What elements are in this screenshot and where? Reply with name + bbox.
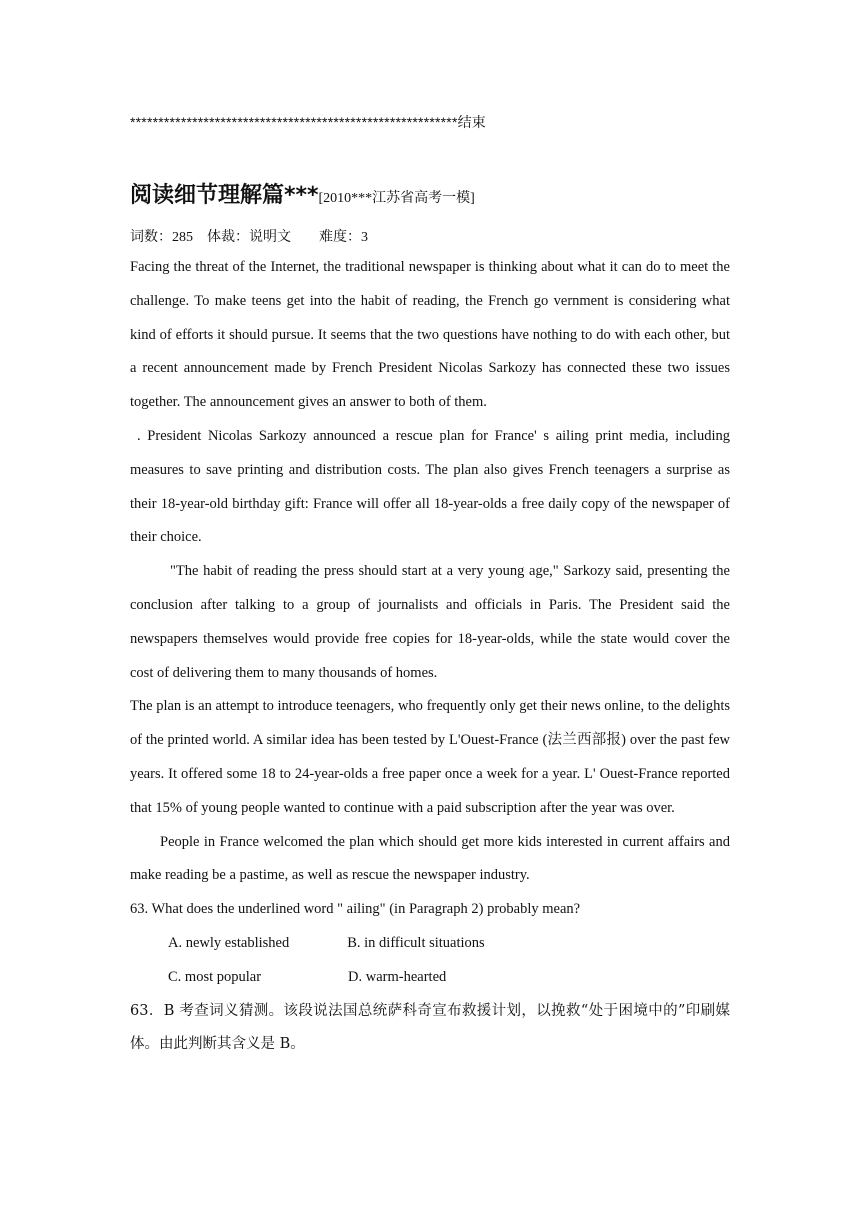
question-stem: 63. What does the underlined word " ailing" (in Paragraph 2) probably mean? (130, 901, 581, 918)
passage-title (130, 178, 475, 209)
paragraph-5: People in France welcomed the plan which should get more kids interested in current affairs and make reading be a pastime, as well as rescue the newspaper industry. (130, 833, 730, 884)
paragraph-4: The plan is an attempt to introduce teenagers, who frequently only get their news online, to the delights of the printed world. A similar idea has been tested by L'Ouest-France (法兰西部报) over the past few years. It offered some 18 to 24-year-olds a free paper once a week for a year. L' Ouest-France reported that 15% of young people wanted to continue with a paid subscription after the year was over. (130, 698, 730, 816)
paragraph-2: . President Nicolas Sarkozy announced a rescue plan for France' s ailing print media, including measures to save printing and distribution costs. The plan also gives French teenagers a surprise as their 18-year-old birthday gift: France will offer all 18-year-olds a free daily copy of the newspaper of their choice. (130, 427, 730, 546)
question-options-row-1: A. newly established B. in difficult situations (168, 934, 485, 951)
title-source: [2010***江苏省高考一模] (318, 191, 475, 206)
paragraph-3: "The habit of reading the press should start at a very young age," Sarkozy said, presenting the conclusion after talking to a group of journalists and officials in Paris. The President said the newspapers themselves would provide free copies for 18-year-olds, while the state would cover the cost of delivering them to many thousands of homes. (130, 563, 730, 681)
paragraph-1: Facing the threat of the Internet, the traditional newspaper is thinking about what it can do to meet the challenge. To make teens get into the habit of reading, the French go vernment is considering what kind of efforts it should pursue. It seems that the two questions have nothing to do with each other, but a recent announcement made by French President Nicolas Sarkozy has connected these two issues together. The announcement gives an answer to both of them. (130, 259, 730, 411)
passage-meta: 词数：285 体裁：说明文 难度：3 (130, 230, 368, 245)
answer-explanation: 63．B 考查词义猜测。该段说法国总统萨科奇宣布救援计划，以挽救“处于困境中的”印刷媒体。由此判断其含义是 B。 (130, 1002, 730, 1053)
section-end-marker: **********************************************************结束 (130, 114, 486, 130)
passage-body (130, 251, 730, 1062)
question-options-row-2: C. most popular D. warm-hearted (168, 968, 447, 985)
title-main: 阅读细节理解篇*** (130, 183, 319, 208)
